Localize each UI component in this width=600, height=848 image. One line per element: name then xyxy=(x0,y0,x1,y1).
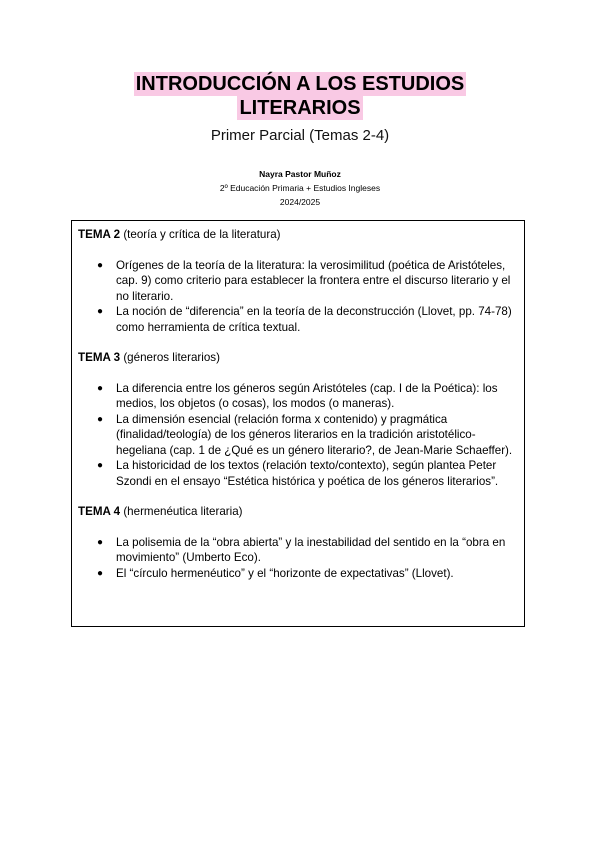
list-item-text: La polisemia de la “obra abierta” y la inestabilidad del sentido en la “obra en movimiento” (Umberto Eco). xyxy=(116,535,506,564)
section-label: TEMA 2 xyxy=(78,228,121,241)
page-title-line-1: INTRODUCCIÓN A LOS ESTUDIOS xyxy=(135,73,465,95)
academic-year: 2024/2025 xyxy=(279,197,321,207)
section-description: (géneros literarios) xyxy=(120,351,220,364)
list-item-text: La dimensión esencial (relación forma x contenido) y pragmática (finalidad/teología) de los géneros literarios en la tradición aristotélico-hegeliana (cap. 1 de ¿Qué es un género literario?, de Jean-Marie Schaeffer). xyxy=(116,412,513,457)
list-item xyxy=(97,458,516,489)
section-label: TEMA 3 xyxy=(78,351,121,364)
list-item xyxy=(97,566,516,582)
list-item-text: Orígenes de la teoría de la literatura: la verosimilitud (poética de Aristóteles, cap. 9) como criterio para establecer la frontera entre el discurso literario y el no literario. xyxy=(116,258,511,303)
list-item-text: La diferencia entre los géneros según Aristóteles (cap. I de la Poética): los medios, los objetos (o cosas), los modos (o maneras). xyxy=(116,381,498,410)
section-label: TEMA 4 xyxy=(78,505,121,518)
topic-list xyxy=(78,535,516,582)
section-heading xyxy=(78,350,516,366)
section-heading xyxy=(78,227,516,243)
section-tema xyxy=(78,350,516,489)
section-heading xyxy=(78,504,516,520)
syllabus-box xyxy=(71,220,525,627)
bullet-icon: ● xyxy=(97,536,104,548)
list-item xyxy=(97,258,516,305)
author-name: Nayra Pastor Muñoz xyxy=(259,169,341,179)
section-description: (teoría y crítica de la literatura) xyxy=(120,228,281,241)
bullet-icon: ● xyxy=(97,306,104,317)
topic-list xyxy=(78,258,516,336)
section-description: (hermenéutica literaria) xyxy=(120,505,243,518)
list-item xyxy=(97,535,516,566)
list-item-text: El “círculo hermenéutico” y el “horizonte de expectativas” (Llovet). xyxy=(116,566,454,580)
degree-name: 2º Educación Primaria + Estudios Ingleses xyxy=(219,183,381,193)
list-item-text: La historicidad de los textos (relación texto/contexto), según plantea Peter Szondi en el ensayo “Estética histórica y poética de los géneros literarios”. xyxy=(116,459,499,488)
author-info xyxy=(0,167,600,209)
bullet-icon: ● xyxy=(97,413,104,425)
title-block xyxy=(0,72,600,145)
bullet-icon: ● xyxy=(97,460,104,471)
bullet-icon: ● xyxy=(97,259,104,271)
topic-list xyxy=(78,381,516,490)
page-title-line-2: LITERARIOS xyxy=(239,97,361,119)
bullet-icon: ● xyxy=(97,567,104,579)
page-subtitle: Primer Parcial (Temas 2-4) xyxy=(210,127,390,144)
list-item-text: La noción de “diferencia” en la teoría de la deconstrucción (Llovet, pp. 74-78) como herramienta de crítica textual. xyxy=(116,305,512,334)
section-tema xyxy=(78,227,516,335)
section-tema xyxy=(78,504,516,581)
list-item xyxy=(97,304,516,335)
list-item xyxy=(97,412,516,459)
list-item xyxy=(97,381,516,412)
bullet-icon: ● xyxy=(97,382,104,394)
